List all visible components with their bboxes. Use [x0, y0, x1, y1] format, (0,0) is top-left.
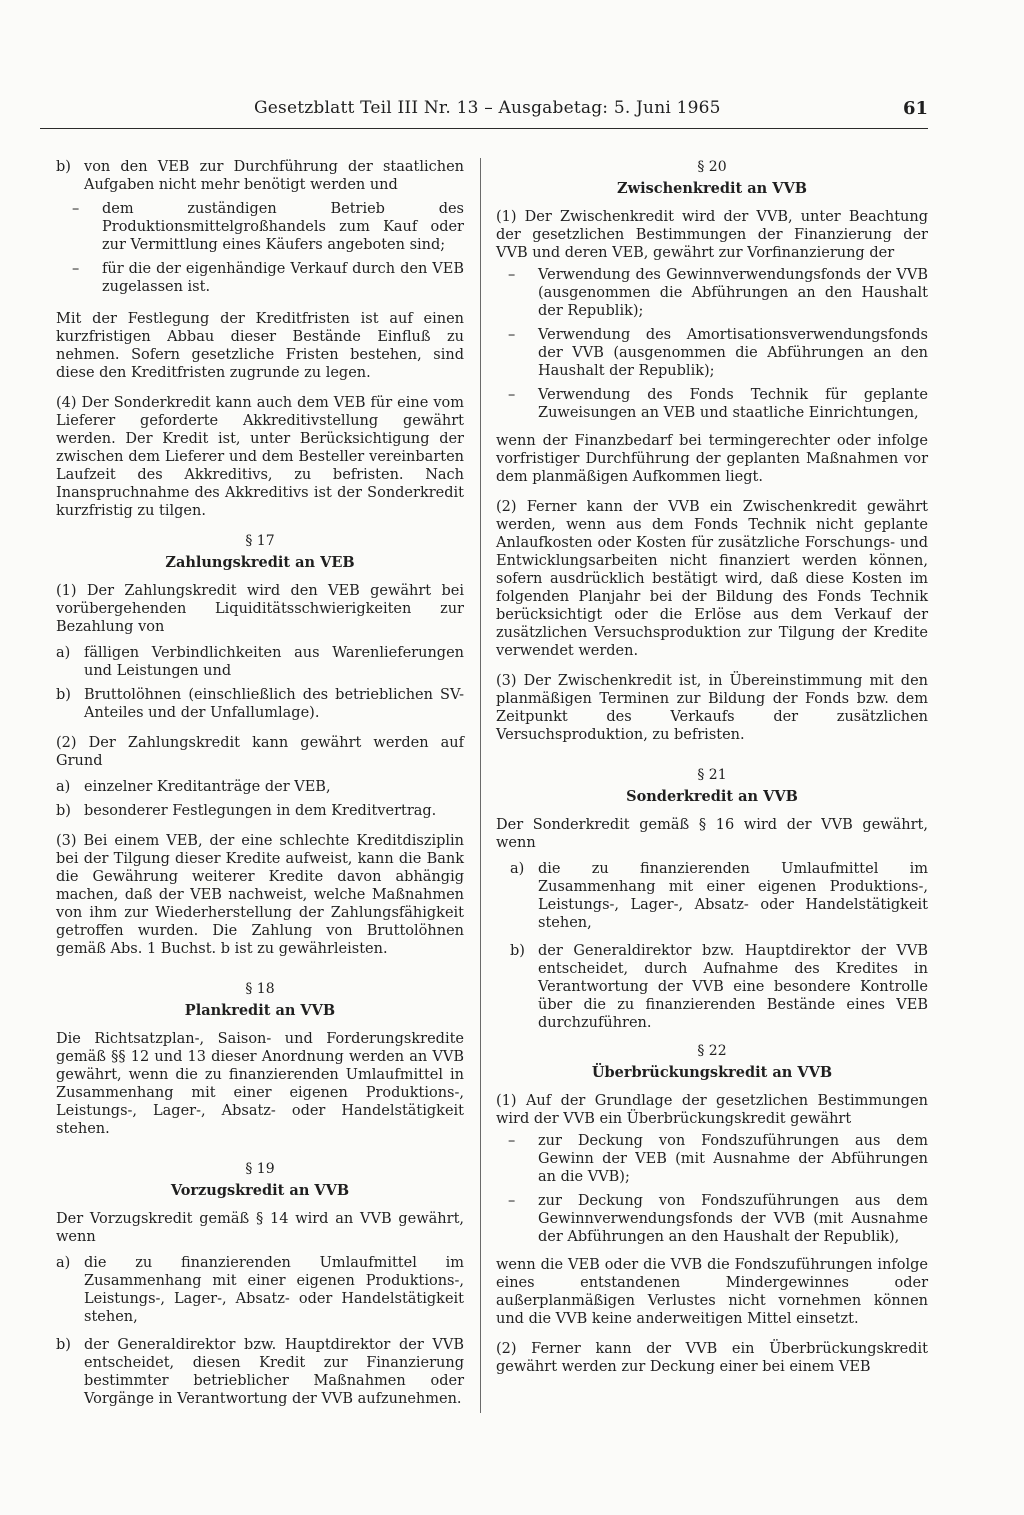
section-title: Sonderkredit an VVB [626, 788, 798, 805]
paragraph: (3) Der Zwischenkredit ist, in Übereinstimmung mit den planmäßigen Terminen zur Bildung der Fonds bzw. dem Zeitpunkt des Verkaufs der zusätzlichen Versuchsproduktion, zu befristen. [496, 673, 928, 743]
paragraph: (1) Auf der Grundlage der gesetzlichen Bestimmungen wird der VVB ein Überbrückungskredit gewährt [496, 1093, 928, 1127]
page-number: 61 [902, 98, 928, 119]
section-title: Plankredit an VVB [184, 1002, 336, 1019]
section-number: § 17 [245, 533, 275, 549]
section-title: Zahlungskredit an VEB [165, 554, 355, 571]
section-title: Vorzugskredit an VVB [170, 1182, 350, 1199]
list-item: a) fälligen Verbindlichkeiten aus Warenlieferungen und Leistungen und [56, 645, 464, 679]
dash-item: – Verwendung des Amortisationsverwendungsfonds der VVB (ausgenommen die Abführungen an den Haushalt der Republik); [508, 327, 928, 379]
dash-item: – Verwendung des Gewinnverwendungsfonds der VVB (ausgenommen die Abführungen an den Haushalt der Republik); [508, 267, 928, 319]
paragraph: (2) Ferner kann der VVB ein Zwischenkredit gewährt werden, wenn aus dem Fonds Technik nicht geplante Anlaufkosten oder Kosten für zusätzliche Forschungs- und Entwicklungsarbeiten nicht finanziert werden können, sofern ausdrücklich bestätigt wird, daß diese Kosten im folgenden Planjahr bei der Bildung des Fonds Technik berücksichtigt oder die Erlöse aus dem Verkauf der zusätzlichen Versuchsproduktion zur Tilgung der Kredite verwendet werden. [496, 499, 928, 659]
paragraph: Mit der Festlegung der Kreditfristen ist auf einen kurzfristigen Abbau dieser Bestände Einfluß zu nehmen. Sofern gesetzliche Fristen bestehen, sind diese den Kreditfristen zugrunde zu legen. [56, 311, 464, 381]
list-item: b) von den VEB zur Durchführung der staatlichen Aufgaben nicht mehr benötigt werden und [56, 159, 464, 193]
section-number: § 18 [245, 981, 275, 997]
section-title: Überbrückungskredit an VVB [591, 1064, 833, 1081]
list-item: a) einzelner Kreditanträge der VEB, [56, 779, 331, 795]
section-number: § 20 [697, 159, 727, 175]
paragraph: Die Richtsatzplan-, Saison- und Forderungskredite gemäß §§ 12 und 13 dieser Anordnung werden an VVB gewährt, wenn die zu finanzierenden Umlaufmittel in Zusammenhang mit einer eigenen Produktions-, Leistungs-, Lager-, Absatz- oder Handelstätigkeit stehen. [56, 1031, 464, 1137]
list-item: a) die zu finanzierenden Umlaufmittel im Zusammenhang mit einer eigenen Produktions-, Leistungs-, Lager-, Absatz- oder Handelstätigkeit stehen, [510, 861, 928, 931]
list-item: a) die zu finanzierenden Umlaufmittel im Zusammenhang mit einer eigenen Produktions-, Leistungs-, Lager-, Absatz- oder Handelstätigkeit stehen, [56, 1255, 464, 1325]
dash-item: – Verwendung des Fonds Technik für geplante Zuweisungen an VEB und staatliche Einrichtungen, [508, 387, 928, 421]
section-title: Zwischenkredit an VVB [617, 180, 807, 197]
paragraph: wenn der Finanzbedarf bei termingerechter oder infolge vorfristiger Durchführung der geplanten Maßnahmen vor dem planmäßigen Aufkommen liegt. [496, 433, 928, 485]
list-item: b) der Generaldirektor bzw. Hauptdirektor der VVB entscheidet, diesen Kredit zur Finanzierung bestimmter betrieblicher Maßnahmen oder Vorgänge in Verantwortung der VVB aufzunehmen. [56, 1337, 464, 1407]
dash-item: – zur Deckung von Fondszuführungen aus dem Gewinn der VEB (mit Ausnahme der Abführungen an die VVB); [508, 1133, 928, 1185]
list-item: b) der Generaldirektor bzw. Hauptdirektor der VVB entscheidet, durch Aufnahme des Kredites in Verantwortung der VVB eine besondere Kontrolle über die zu finanzierenden Bestände eines VEB durchzuführen. [510, 943, 928, 1031]
paragraph: (1) Der Zahlungskredit wird den VEB gewährt bei vorübergehenden Liquiditätsschwierigkeiten zur Bezahlung von [56, 583, 464, 635]
page-header [40, 98, 928, 129]
paragraph: (4) Der Sonderkredit kann auch dem VEB für eine vom Lieferer geforderte Akkreditivstellung gewährt werden. Der Kredit ist, unter Berücksichtigung der zwischen dem Lieferer und dem Besteller vereinbarten Laufzeit des Akkreditivs, zu befristen. Nach Inanspruchnahme des Akkreditivs ist der Sonderkredit kurzfristig zu tilgen. [56, 395, 464, 519]
paragraph: (3) Bei einem VEB, der eine schlechte Kreditdisziplin bei der Tilgung dieser Kredite aufweist, kann die Bank die Gewährung weiterer Kredite davon abhängig machen, daß der VEB nachweist, welche Maßnahmen von ihm zur Wiederherstellung der Zahlungsfähigkeit getroffen wurden. Die Zahlung von Bruttolöhnen gemäß Abs. 1 Buchst. b ist zu gewährleisten. [56, 833, 464, 957]
dash-item: – dem zuständigen Betrieb des Produktionsmittelgroßhandels zum Kauf oder zur Vermittlung eines Käufers angeboten sind; [72, 201, 464, 253]
left-column [56, 158, 464, 1414]
paragraph: wenn die VEB oder die VVB die Fondszuführungen infolge eines entstandenen Mindergewinnes oder außerplanmäßigen Verlustes nicht vornehmen können und die VVB keine anderweitigen Mittel einsetzt. [496, 1257, 928, 1327]
section-number: § 21 [697, 767, 727, 783]
dash-item: – zur Deckung von Fondszuführungen aus dem Gewinnverwendungsfonds der VVB (mit Ausnahme der Abführungen an den Haushalt der Republik), [508, 1193, 928, 1245]
column-divider [480, 158, 481, 1413]
paragraph: Der Sonderkredit gemäß § 16 wird der VVB gewährt, wenn [496, 817, 928, 851]
paragraph: (2) Ferner kann der VVB ein Überbrückungskredit gewährt werden zur Deckung einer bei einem VEB [496, 1341, 928, 1375]
section-number: § 19 [245, 1161, 275, 1177]
dash-item: – für die der eigenhändige Verkauf durch den VEB zugelassen ist. [72, 261, 464, 295]
list-item: b) besonderer Festlegungen in dem Kreditvertrag. [56, 803, 437, 819]
list-item: b) Bruttolöhnen (einschließlich des betrieblichen SV-Anteiles und der Unfallumlage). [56, 687, 464, 721]
paragraph: (2) Der Zahlungskredit kann gewährt werden auf Grund [56, 735, 464, 769]
section-number: § 22 [697, 1043, 727, 1059]
paragraph: Der Vorzugskredit gemäß § 14 wird an VVB gewährt, wenn [56, 1211, 464, 1245]
header-title: Gesetzblatt Teil III Nr. 13 – Ausgabetag: 5. Juni 1965 [254, 98, 721, 118]
paragraph: (1) Der Zwischenkredit wird der VVB, unter Beachtung der gesetzlichen Bestimmungen der Finanzierung der VVB und deren VEB, gewährt zur Vorfinanzierung der [496, 209, 928, 261]
right-column [496, 158, 928, 1388]
